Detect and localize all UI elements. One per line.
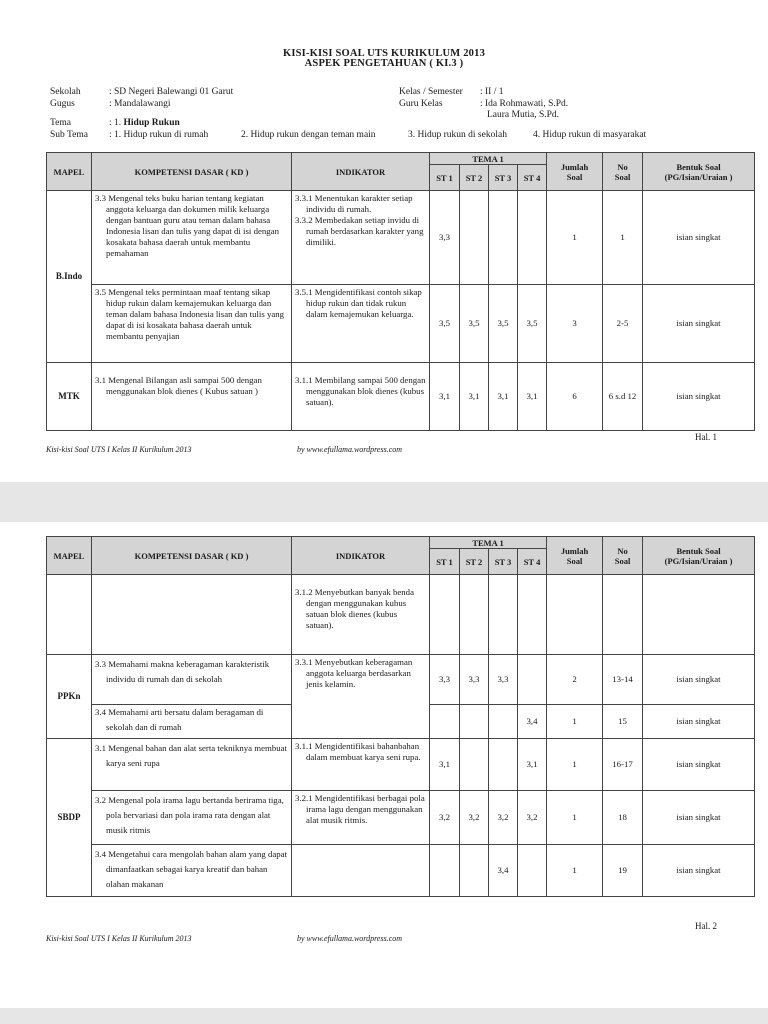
document-title: KISI-KISI SOAL UTS KURIKULUM 2013 <box>282 48 486 59</box>
header-jumlah: Jumlah Soal <box>547 537 603 575</box>
header-st3: ST 3 <box>489 165 518 191</box>
page-number: Hal. 1 <box>695 432 717 442</box>
table-row <box>47 575 755 655</box>
header-tema: TEMA 1 <box>430 153 547 165</box>
header-st4: ST 4 <box>518 165 547 191</box>
header-st4: ST 4 <box>518 549 547 575</box>
gugus-value: : Mandalawangi <box>109 99 171 109</box>
st4-cell: 3,4 <box>518 705 547 739</box>
st4-cell: 3,1 <box>518 739 547 791</box>
kd-cell: 3.1 Mengenal Bilangan asli sampai 500 dengan menggunakan blok dienes ( Kubus satuan ) <box>92 363 292 431</box>
table-row <box>47 739 755 791</box>
no-cell: 19 <box>603 845 643 897</box>
header-jumlah: Jumlah Soal <box>547 153 603 191</box>
header-st2: ST 2 <box>460 549 489 575</box>
footer-url: by www.efullama.wordpress.com <box>297 934 403 943</box>
st3-cell <box>489 705 518 739</box>
st2-cell <box>460 191 489 285</box>
indikator-cell: 3.1.2 Menyebutkan banyak benda dengan menggunakan kubus satuan blok dienes (kubus satuan). <box>292 575 430 655</box>
st3-cell: 3,2 <box>489 791 518 845</box>
sekolah-value: : SD Negeri Balewangi 01 Garut <box>109 87 234 97</box>
jumlah-cell: 1 <box>547 845 603 897</box>
indikator-cell <box>292 845 430 897</box>
jumlah-cell: 1 <box>547 791 603 845</box>
jumlah-cell: 1 <box>547 191 603 285</box>
st4-cell <box>518 655 547 705</box>
kd-cell: 3.3 Mengenal teks buku harian tentang kegiatan anggota keluarga dan dokumen milik keluarga dengan bantuan guru atau teman dalam bahasa Indonesia lisan dan tulis yang dapat di isi dengan kosakata bahasa daerah untuk membantu pemahaman <box>92 191 292 285</box>
bentuk-cell: isian singkat <box>643 363 755 431</box>
st1-cell: 3,3 <box>430 191 460 285</box>
tema-label: Tema <box>50 118 71 128</box>
st2-cell <box>460 845 489 897</box>
mapel-sbdp: SBDP <box>47 739 92 897</box>
header-st2: ST 2 <box>460 165 489 191</box>
kd-cell <box>92 575 292 655</box>
no-cell: 13-14 <box>603 655 643 705</box>
page-separator <box>0 1008 768 1024</box>
kd-cell: 3.3 Memahami makna keberagaman karakteristik individu di rumah dan di sekolah <box>92 655 292 705</box>
st1-cell: 3,5 <box>430 285 460 363</box>
bentuk-cell: isian singkat <box>643 845 755 897</box>
bentuk-cell: isian singkat <box>643 191 755 285</box>
header-st3: ST 3 <box>489 549 518 575</box>
no-cell: 2-5 <box>603 285 643 363</box>
st4-cell: 3,5 <box>518 285 547 363</box>
header-st1: ST 1 <box>430 165 460 191</box>
header-tema: TEMA 1 <box>430 537 547 549</box>
table-row <box>47 285 755 363</box>
guru-value-1: : Ida Rohmawati, S.Pd. <box>480 99 569 109</box>
mapel-ppkn: PPKn <box>47 655 92 739</box>
st2-cell: 3,1 <box>460 363 489 431</box>
st3-cell <box>489 739 518 791</box>
kd-cell: 3.4 Memahami arti bersatu dalam beragaman di sekolah dan di rumah <box>92 705 292 739</box>
st1-cell: 3,1 <box>430 739 460 791</box>
footer-left: Kisi-kisi Soal UTS I Kelas II Kurikulum 2013 <box>46 445 192 454</box>
jumlah-cell: 6 <box>547 363 603 431</box>
bentuk-cell: isian singkat <box>643 739 755 791</box>
subtema-2: 2. Hidup rukun dengan teman main <box>241 130 376 140</box>
jumlah-cell: 1 <box>547 705 603 739</box>
st1-cell <box>430 705 460 739</box>
header-no: No Soal <box>603 153 643 191</box>
table-row <box>47 191 755 285</box>
document-subtitle: ASPEK PENGETAHUAN ( KI.3 ) <box>304 58 464 69</box>
st3-cell: 3,3 <box>489 655 518 705</box>
header-mapel: MAPEL <box>47 537 92 575</box>
bentuk-cell: isian singkat <box>643 285 755 363</box>
st4-cell: 3,1 <box>518 363 547 431</box>
indikator-cell: 3.1.1 Membilang sampai 500 dengan menggunakan blok dienes (kubus satuan). <box>292 363 430 431</box>
mapel-mtk: MTK <box>47 363 92 431</box>
header-st1: ST 1 <box>430 549 460 575</box>
st3-cell <box>489 191 518 285</box>
st1-cell: 3,3 <box>430 655 460 705</box>
table-row <box>47 845 755 897</box>
page-number: Hal. 2 <box>695 921 717 931</box>
footer-left: Kisi-kisi Soal UTS I Kelas II Kurikulum 2013 <box>46 934 192 943</box>
header-indikator: INDIKATOR <box>292 153 430 191</box>
indikator-cell: 3.1.1 Mengidentifikasi bahanbahan dalam membuat karya seni rupa. <box>292 739 430 791</box>
st3-cell: 3,5 <box>489 285 518 363</box>
footer-url: by www.efullama.wordpress.com <box>297 445 403 454</box>
sekolah-label: Sekolah <box>50 87 81 97</box>
subtema-label: Sub Tema <box>50 130 88 140</box>
mapel-bindo: B.Indo <box>47 191 92 363</box>
header-bentuk: Bentuk Soal (PG/Isian/Uraian ) <box>643 153 755 191</box>
guru-value-2: Laura Mutia, S.Pd. <box>487 110 560 120</box>
bentuk-cell: isian singkat <box>643 655 755 705</box>
st4-cell <box>518 845 547 897</box>
st2-cell <box>460 705 489 739</box>
no-cell: 6 s.d 12 <box>603 363 643 431</box>
st3-cell: 3,1 <box>489 363 518 431</box>
subtema-3: 3. Hidup rukun di sekolah <box>408 130 507 140</box>
kd-cell: 3.4 Mengetahui cara mengolah bahan alam yang dapat dimanfaatkan sebagai karya kreatif dan bahan olahan makanan <box>92 845 292 897</box>
mapel-cell <box>47 575 92 655</box>
no-cell: 15 <box>603 705 643 739</box>
header-kd: KOMPETENSI DASAR ( KD ) <box>92 153 292 191</box>
page-2 <box>0 522 768 1008</box>
indikator-cell: 3.3.1 Menentukan karakter setiap individu di rumah. 3.3.2 Membedakan setiap invidu di rumah berdasarkan karakter yang dimiliki. <box>292 191 430 285</box>
subtema-4: 4. Hidup rukun di masyarakat <box>533 130 647 140</box>
page-separator <box>0 482 768 522</box>
indikator-cell: 3.5.1 Mengidentifikasi contoh sikap hidup rukun dan tidak rukun dalam kemajemukan keluarga. <box>292 285 430 363</box>
st1-cell <box>430 845 460 897</box>
st2-cell: 3,2 <box>460 791 489 845</box>
guru-label: Guru Kelas <box>399 99 443 109</box>
st3-cell: 3,4 <box>489 845 518 897</box>
st4-cell <box>518 191 547 285</box>
table-row <box>47 655 755 705</box>
header-mapel: MAPEL <box>47 153 92 191</box>
no-cell: 1 <box>603 191 643 285</box>
header-bentuk: Bentuk Soal (PG/Isian/Uraian ) <box>643 537 755 575</box>
table-row <box>47 791 755 845</box>
kd-cell: 3.5 Mengenal teks permintaan maaf tentang sikap hidup rukun dalam kemajemukan keluarga dan teman dalam bahasa Indonesia lisan dan tulis yang dapat di isi kosakata bahasa daerah untuk membantu penyajian <box>92 285 292 363</box>
tema-value: : 1. Hidup Rukun <box>109 118 180 128</box>
kelas-label: Kelas / Semester <box>399 87 463 97</box>
no-cell: 16-17 <box>603 739 643 791</box>
header-no: No Soal <box>603 537 643 575</box>
bentuk-cell: isian singkat <box>643 791 755 845</box>
subtema-1: : 1. Hidup rukun di rumah <box>109 130 209 140</box>
kisi-table-1 <box>46 152 755 431</box>
header-indikator: INDIKATOR <box>292 537 430 575</box>
st2-cell: 3,3 <box>460 655 489 705</box>
st2-cell: 3,5 <box>460 285 489 363</box>
st4-cell: 3,2 <box>518 791 547 845</box>
st2-cell <box>460 739 489 791</box>
st1-cell: 3,2 <box>430 791 460 845</box>
kelas-value: : II / 1 <box>480 87 504 97</box>
jumlah-cell: 2 <box>547 655 603 705</box>
no-cell: 18 <box>603 791 643 845</box>
page-1 <box>0 0 768 482</box>
indikator-cell: 3.3.1 Menyebutkan keberagaman anggota keluarga berdasarkan jenis kelamin. <box>292 655 430 739</box>
kisi-table-2 <box>46 536 755 897</box>
jumlah-cell: 1 <box>547 739 603 791</box>
jumlah-cell: 3 <box>547 285 603 363</box>
bentuk-cell: isian singkat <box>643 705 755 739</box>
table-row <box>47 363 755 431</box>
indikator-cell: 3.2.1 Mengidentifikasi berbagai pola irama lagu dengan menggunakan alat musik ritmis. <box>292 791 430 845</box>
st1-cell: 3,1 <box>430 363 460 431</box>
header-kd: KOMPETENSI DASAR ( KD ) <box>92 537 292 575</box>
kd-cell: 3.2 Mengenal pola irama lagu bertanda berirama tiga, pola bervariasi dan pola irama rata dengan alat musik ritmis <box>92 791 292 845</box>
gugus-label: Gugus <box>50 99 75 109</box>
kd-cell: 3.1 Mengenal bahan dan alat serta tekniknya membuat karya seni rupa <box>92 739 292 791</box>
